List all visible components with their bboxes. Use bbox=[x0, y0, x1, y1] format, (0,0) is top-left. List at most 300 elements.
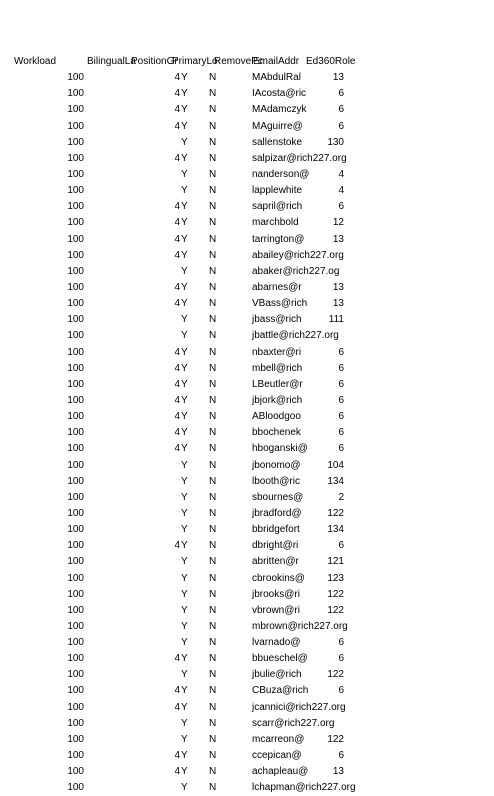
workload-cell[interactable]: 100 bbox=[67, 653, 84, 665]
remove-cell[interactable]: N bbox=[209, 136, 217, 148]
bilingual-cell[interactable] bbox=[88, 102, 130, 118]
ed360-role-cell[interactable] bbox=[304, 248, 344, 264]
primary-location-cell[interactable]: Y bbox=[181, 653, 188, 665]
bilingual-cell[interactable] bbox=[88, 683, 130, 699]
primary-location-cell[interactable]: Y bbox=[181, 733, 188, 745]
remove-cell[interactable]: N bbox=[209, 588, 217, 600]
email-cell[interactable]: abarnes@r bbox=[252, 281, 302, 293]
header-position-group[interactable]: PositionGr bbox=[131, 56, 178, 67]
workload-cell[interactable]: 100 bbox=[67, 394, 84, 406]
email-cell[interactable]: jbonomo@ bbox=[252, 459, 301, 471]
email-cell[interactable]: cbrookins@ bbox=[252, 572, 305, 584]
email-cell[interactable]: CBuza@rich bbox=[252, 685, 309, 697]
bilingual-cell[interactable] bbox=[88, 667, 130, 683]
bilingual-cell[interactable] bbox=[88, 296, 130, 312]
email-cell[interactable]: bbochenek bbox=[252, 427, 301, 439]
position-group-cell[interactable]: 4 bbox=[174, 378, 180, 390]
email-cell[interactable]: jbrooks@ri bbox=[252, 588, 300, 600]
bilingual-cell[interactable] bbox=[88, 312, 130, 328]
ed360-role-cell[interactable]: 6 bbox=[338, 201, 344, 213]
position-group-cell[interactable] bbox=[131, 458, 180, 474]
ed360-role-cell[interactable]: 122 bbox=[327, 604, 344, 616]
email-cell[interactable]: MAbdulRal bbox=[252, 72, 301, 84]
bilingual-cell[interactable] bbox=[88, 441, 130, 457]
primary-location-cell[interactable]: Y bbox=[181, 685, 188, 697]
remove-cell[interactable]: N bbox=[209, 717, 217, 729]
position-group-cell[interactable] bbox=[131, 716, 180, 732]
remove-cell[interactable]: N bbox=[209, 572, 217, 584]
bilingual-cell[interactable] bbox=[88, 232, 130, 248]
header-ed360-role[interactable]: Ed360Role bbox=[306, 56, 356, 67]
remove-cell[interactable]: N bbox=[209, 281, 217, 293]
remove-cell[interactable]: N bbox=[209, 201, 217, 213]
remove-cell[interactable]: N bbox=[209, 185, 217, 197]
header-primary-location[interactable]: PrimaryLo bbox=[172, 56, 218, 67]
workload-cell[interactable]: 100 bbox=[67, 637, 84, 649]
email-cell[interactable]: abailey@rich227.org bbox=[252, 249, 344, 261]
email-cell[interactable]: lvarnado@ bbox=[252, 637, 301, 649]
workload-cell[interactable]: 100 bbox=[67, 782, 84, 794]
ed360-role-cell[interactable]: 6 bbox=[338, 540, 344, 552]
position-group-cell[interactable]: 4 bbox=[174, 540, 180, 552]
ed360-role-cell[interactable]: 130 bbox=[327, 136, 344, 148]
bilingual-cell[interactable] bbox=[88, 716, 130, 732]
position-group-cell[interactable] bbox=[131, 571, 180, 587]
primary-location-cell[interactable]: Y bbox=[181, 362, 188, 374]
remove-cell[interactable]: N bbox=[209, 475, 217, 487]
bilingual-cell[interactable] bbox=[88, 571, 130, 587]
workload-cell[interactable]: 100 bbox=[67, 104, 84, 116]
email-cell[interactable]: abaker@rich227.og bbox=[252, 265, 340, 277]
bilingual-cell[interactable] bbox=[88, 199, 130, 215]
workload-cell[interactable]: 100 bbox=[67, 249, 84, 261]
primary-location-cell[interactable]: Y bbox=[181, 620, 188, 632]
remove-cell[interactable]: N bbox=[209, 394, 217, 406]
email-cell[interactable]: abritten@r bbox=[252, 556, 299, 568]
bilingual-cell[interactable] bbox=[88, 280, 130, 296]
primary-location-cell[interactable]: Y bbox=[181, 281, 188, 293]
primary-location-cell[interactable]: Y bbox=[181, 104, 188, 116]
position-group-cell[interactable]: 4 bbox=[174, 152, 180, 164]
email-cell[interactable]: jbjork@rich bbox=[252, 394, 303, 406]
ed360-role-cell[interactable]: 6 bbox=[338, 120, 344, 132]
primary-location-cell[interactable]: Y bbox=[181, 346, 188, 358]
bilingual-cell[interactable] bbox=[88, 506, 130, 522]
workload-cell[interactable]: 100 bbox=[67, 298, 84, 310]
ed360-role-cell[interactable]: 6 bbox=[338, 88, 344, 100]
ed360-role-cell[interactable] bbox=[304, 328, 344, 344]
primary-location-cell[interactable]: Y bbox=[181, 637, 188, 649]
position-group-cell[interactable]: 4 bbox=[174, 72, 180, 84]
workload-cell[interactable]: 100 bbox=[67, 733, 84, 745]
email-cell[interactable]: nanderson@ bbox=[252, 168, 310, 180]
email-cell[interactable]: bbueschel@ bbox=[252, 653, 308, 665]
remove-cell[interactable]: N bbox=[209, 540, 217, 552]
email-cell[interactable]: salpizar@rich227.org bbox=[252, 152, 347, 164]
position-group-cell[interactable]: 4 bbox=[174, 201, 180, 213]
workload-cell[interactable]: 100 bbox=[67, 217, 84, 229]
bilingual-cell[interactable] bbox=[88, 119, 130, 135]
bilingual-cell[interactable] bbox=[88, 780, 130, 796]
position-group-cell[interactable]: 4 bbox=[174, 362, 180, 374]
primary-location-cell[interactable]: Y bbox=[181, 72, 188, 84]
primary-location-cell[interactable]: Y bbox=[181, 411, 188, 423]
primary-location-cell[interactable]: Y bbox=[181, 459, 188, 471]
remove-cell[interactable]: N bbox=[209, 443, 217, 455]
remove-cell[interactable]: N bbox=[209, 298, 217, 310]
workload-cell[interactable]: 100 bbox=[67, 572, 84, 584]
email-cell[interactable]: MAguirre@ bbox=[252, 120, 303, 132]
remove-cell[interactable]: N bbox=[209, 152, 217, 164]
remove-cell[interactable]: N bbox=[209, 604, 217, 616]
email-cell[interactable]: mbell@rich bbox=[252, 362, 303, 374]
remove-cell[interactable]: N bbox=[209, 733, 217, 745]
remove-cell[interactable]: N bbox=[209, 491, 217, 503]
remove-cell[interactable]: N bbox=[209, 314, 217, 326]
remove-cell[interactable]: N bbox=[209, 104, 217, 116]
position-group-cell[interactable] bbox=[131, 603, 180, 619]
primary-location-cell[interactable]: Y bbox=[181, 717, 188, 729]
primary-location-cell[interactable]: Y bbox=[181, 217, 188, 229]
workload-cell[interactable]: 100 bbox=[67, 411, 84, 423]
primary-location-cell[interactable]: Y bbox=[181, 750, 188, 762]
remove-cell[interactable]: N bbox=[209, 362, 217, 374]
header-bilingual[interactable]: BilingualLa bbox=[87, 56, 136, 67]
ed360-role-cell[interactable]: 122 bbox=[327, 588, 344, 600]
email-cell[interactable]: lbooth@ric bbox=[252, 475, 300, 487]
primary-location-cell[interactable]: Y bbox=[181, 475, 188, 487]
remove-cell[interactable]: N bbox=[209, 265, 217, 277]
bilingual-cell[interactable] bbox=[88, 522, 130, 538]
bilingual-cell[interactable] bbox=[88, 345, 130, 361]
ed360-role-cell[interactable]: 4 bbox=[338, 185, 344, 197]
remove-cell[interactable]: N bbox=[209, 346, 217, 358]
workload-cell[interactable]: 100 bbox=[67, 330, 84, 342]
workload-cell[interactable]: 100 bbox=[67, 766, 84, 778]
position-group-cell[interactable] bbox=[131, 264, 180, 280]
remove-cell[interactable]: N bbox=[209, 233, 217, 245]
ed360-role-cell[interactable]: 6 bbox=[338, 362, 344, 374]
position-group-cell[interactable]: 4 bbox=[174, 394, 180, 406]
position-group-cell[interactable] bbox=[131, 780, 180, 796]
primary-location-cell[interactable]: Y bbox=[181, 507, 188, 519]
bilingual-cell[interactable] bbox=[88, 264, 130, 280]
workload-cell[interactable]: 100 bbox=[67, 701, 84, 713]
ed360-role-cell[interactable]: 6 bbox=[338, 378, 344, 390]
ed360-role-cell[interactable]: 134 bbox=[327, 524, 344, 536]
bilingual-cell[interactable] bbox=[88, 377, 130, 393]
workload-cell[interactable]: 100 bbox=[67, 136, 84, 148]
ed360-role-cell[interactable]: 6 bbox=[338, 685, 344, 697]
workload-cell[interactable]: 100 bbox=[67, 233, 84, 245]
header-workload[interactable]: Workload bbox=[14, 56, 57, 67]
ed360-role-cell[interactable]: 13 bbox=[332, 766, 344, 778]
email-cell[interactable]: dbright@ri bbox=[252, 540, 299, 552]
email-cell[interactable]: sbournes@ bbox=[252, 491, 304, 503]
primary-location-cell[interactable]: Y bbox=[181, 604, 188, 616]
workload-cell[interactable]: 100 bbox=[67, 427, 84, 439]
primary-location-cell[interactable]: Y bbox=[181, 168, 188, 180]
email-cell[interactable]: IAcosta@ric bbox=[252, 88, 307, 100]
primary-location-cell[interactable]: Y bbox=[181, 588, 188, 600]
primary-location-cell[interactable]: Y bbox=[181, 540, 188, 552]
ed360-role-cell[interactable]: 104 bbox=[327, 459, 344, 471]
workload-cell[interactable]: 100 bbox=[67, 120, 84, 132]
remove-cell[interactable]: N bbox=[209, 72, 217, 84]
ed360-role-cell[interactable]: 123 bbox=[327, 572, 344, 584]
header-email-address[interactable]: EmailAddr bbox=[253, 56, 300, 67]
ed360-role-cell[interactable]: 6 bbox=[338, 104, 344, 116]
workload-cell[interactable]: 100 bbox=[67, 265, 84, 277]
primary-location-cell[interactable]: Y bbox=[181, 88, 188, 100]
ed360-role-cell[interactable]: 13 bbox=[332, 281, 344, 293]
primary-location-cell[interactable]: Y bbox=[181, 265, 188, 277]
remove-cell[interactable]: N bbox=[209, 330, 217, 342]
position-group-cell[interactable]: 4 bbox=[174, 750, 180, 762]
remove-cell[interactable]: N bbox=[209, 88, 217, 100]
bilingual-cell[interactable] bbox=[88, 538, 130, 554]
ed360-role-cell[interactable]: 6 bbox=[338, 637, 344, 649]
remove-cell[interactable]: N bbox=[209, 378, 217, 390]
workload-cell[interactable]: 100 bbox=[67, 685, 84, 697]
workload-cell[interactable]: 100 bbox=[67, 524, 84, 536]
primary-location-cell[interactable]: Y bbox=[181, 201, 188, 213]
email-cell[interactable]: hboganski@ bbox=[252, 443, 308, 455]
remove-cell[interactable]: N bbox=[209, 637, 217, 649]
email-cell[interactable]: lchapman@rich227.org bbox=[252, 782, 356, 794]
email-cell[interactable]: bbridgefort bbox=[252, 524, 300, 536]
bilingual-cell[interactable] bbox=[88, 490, 130, 506]
bilingual-cell[interactable] bbox=[88, 151, 130, 167]
bilingual-cell[interactable] bbox=[88, 167, 130, 183]
workload-cell[interactable]: 100 bbox=[67, 620, 84, 632]
position-group-cell[interactable]: 4 bbox=[174, 685, 180, 697]
remove-cell[interactable]: N bbox=[209, 427, 217, 439]
email-cell[interactable]: VBass@rich bbox=[252, 298, 308, 310]
bilingual-cell[interactable] bbox=[88, 474, 130, 490]
position-group-cell[interactable]: 4 bbox=[174, 298, 180, 310]
ed360-role-cell[interactable]: 6 bbox=[338, 750, 344, 762]
bilingual-cell[interactable] bbox=[88, 700, 130, 716]
position-group-cell[interactable] bbox=[131, 328, 180, 344]
bilingual-cell[interactable] bbox=[88, 619, 130, 635]
position-group-cell[interactable] bbox=[131, 506, 180, 522]
remove-cell[interactable]: N bbox=[209, 620, 217, 632]
primary-location-cell[interactable]: Y bbox=[181, 394, 188, 406]
workload-cell[interactable]: 100 bbox=[67, 588, 84, 600]
primary-location-cell[interactable]: Y bbox=[181, 330, 188, 342]
bilingual-cell[interactable] bbox=[88, 635, 130, 651]
bilingual-cell[interactable] bbox=[88, 248, 130, 264]
email-cell[interactable]: mcarreon@ bbox=[252, 733, 305, 745]
bilingual-cell[interactable] bbox=[88, 764, 130, 780]
bilingual-cell[interactable] bbox=[88, 603, 130, 619]
ed360-role-cell[interactable]: 13 bbox=[332, 298, 344, 310]
position-group-cell[interactable] bbox=[131, 474, 180, 490]
bilingual-cell[interactable] bbox=[88, 393, 130, 409]
workload-cell[interactable]: 100 bbox=[67, 281, 84, 293]
position-group-cell[interactable]: 4 bbox=[174, 217, 180, 229]
workload-cell[interactable]: 100 bbox=[67, 669, 84, 681]
ed360-role-cell[interactable] bbox=[304, 151, 344, 167]
workload-cell[interactable]: 100 bbox=[67, 443, 84, 455]
workload-cell[interactable]: 100 bbox=[67, 72, 84, 84]
workload-cell[interactable]: 100 bbox=[67, 314, 84, 326]
remove-cell[interactable]: N bbox=[209, 120, 217, 132]
workload-cell[interactable]: 100 bbox=[67, 185, 84, 197]
email-cell[interactable]: nbaxter@ri bbox=[252, 346, 302, 358]
email-cell[interactable]: lapplewhite bbox=[252, 185, 303, 197]
ed360-role-cell[interactable]: 134 bbox=[327, 475, 344, 487]
ed360-role-cell[interactable]: 4 bbox=[338, 168, 344, 180]
workload-cell[interactable]: 100 bbox=[67, 540, 84, 552]
bilingual-cell[interactable] bbox=[88, 554, 130, 570]
workload-cell[interactable]: 100 bbox=[67, 491, 84, 503]
ed360-role-cell[interactable]: 122 bbox=[327, 733, 344, 745]
ed360-role-cell[interactable] bbox=[304, 264, 344, 280]
bilingual-cell[interactable] bbox=[88, 732, 130, 748]
primary-location-cell[interactable]: Y bbox=[181, 249, 188, 261]
position-group-cell[interactable]: 4 bbox=[174, 104, 180, 116]
workload-cell[interactable]: 100 bbox=[67, 201, 84, 213]
ed360-role-cell[interactable]: 6 bbox=[338, 394, 344, 406]
email-cell[interactable]: vbrown@ri bbox=[252, 604, 300, 616]
primary-location-cell[interactable]: Y bbox=[181, 443, 188, 455]
workload-cell[interactable]: 100 bbox=[67, 717, 84, 729]
ed360-role-cell[interactable]: 13 bbox=[332, 233, 344, 245]
remove-cell[interactable]: N bbox=[209, 766, 217, 778]
remove-cell[interactable]: N bbox=[209, 653, 217, 665]
email-cell[interactable]: ABloodgoo bbox=[252, 411, 301, 423]
position-group-cell[interactable]: 4 bbox=[174, 346, 180, 358]
primary-location-cell[interactable]: Y bbox=[181, 378, 188, 390]
email-cell[interactable]: jcannici@rich227.org bbox=[252, 701, 346, 713]
primary-location-cell[interactable]: Y bbox=[181, 524, 188, 536]
remove-cell[interactable]: N bbox=[209, 556, 217, 568]
bilingual-cell[interactable] bbox=[88, 70, 130, 86]
ed360-role-cell[interactable]: 121 bbox=[327, 556, 344, 568]
email-cell[interactable]: ccepican@ bbox=[252, 750, 302, 762]
remove-cell[interactable]: N bbox=[209, 782, 217, 794]
primary-location-cell[interactable]: Y bbox=[181, 298, 188, 310]
position-group-cell[interactable] bbox=[131, 490, 180, 506]
workload-cell[interactable]: 100 bbox=[67, 168, 84, 180]
email-cell[interactable]: marchbold bbox=[252, 217, 299, 229]
position-group-cell[interactable] bbox=[131, 635, 180, 651]
workload-cell[interactable]: 100 bbox=[67, 750, 84, 762]
ed360-role-cell[interactable]: 122 bbox=[327, 669, 344, 681]
position-group-cell[interactable]: 4 bbox=[174, 88, 180, 100]
ed360-role-cell[interactable] bbox=[304, 780, 344, 796]
primary-location-cell[interactable]: Y bbox=[181, 669, 188, 681]
ed360-role-cell[interactable] bbox=[304, 716, 344, 732]
email-cell[interactable]: jbass@rich bbox=[252, 314, 302, 326]
primary-location-cell[interactable]: Y bbox=[181, 233, 188, 245]
position-group-cell[interactable] bbox=[131, 135, 180, 151]
primary-location-cell[interactable]: Y bbox=[181, 782, 188, 794]
ed360-role-cell[interactable]: 6 bbox=[338, 653, 344, 665]
ed360-role-cell[interactable]: 111 bbox=[328, 314, 344, 326]
primary-location-cell[interactable]: Y bbox=[181, 427, 188, 439]
ed360-role-cell[interactable]: 122 bbox=[327, 507, 344, 519]
position-group-cell[interactable] bbox=[131, 554, 180, 570]
email-cell[interactable]: tarrington@ bbox=[252, 233, 305, 245]
position-group-cell[interactable] bbox=[131, 167, 180, 183]
ed360-role-cell[interactable]: 6 bbox=[338, 427, 344, 439]
position-group-cell[interactable]: 4 bbox=[174, 233, 180, 245]
ed360-role-cell[interactable] bbox=[304, 700, 344, 716]
workload-cell[interactable]: 100 bbox=[67, 152, 84, 164]
bilingual-cell[interactable] bbox=[88, 361, 130, 377]
remove-cell[interactable]: N bbox=[209, 217, 217, 229]
email-cell[interactable]: LBeutler@r bbox=[252, 378, 303, 390]
workload-cell[interactable]: 100 bbox=[67, 475, 84, 487]
bilingual-cell[interactable] bbox=[88, 328, 130, 344]
bilingual-cell[interactable] bbox=[88, 215, 130, 231]
bilingual-cell[interactable] bbox=[88, 86, 130, 102]
workload-cell[interactable]: 100 bbox=[67, 556, 84, 568]
position-group-cell[interactable]: 4 bbox=[174, 249, 180, 261]
bilingual-cell[interactable] bbox=[88, 458, 130, 474]
ed360-role-cell[interactable]: 6 bbox=[338, 411, 344, 423]
remove-cell[interactable]: N bbox=[209, 750, 217, 762]
position-group-cell[interactable]: 4 bbox=[174, 427, 180, 439]
email-cell[interactable]: MAdamczyk bbox=[252, 104, 307, 116]
email-cell[interactable]: jbradford@ bbox=[252, 507, 302, 519]
bilingual-cell[interactable] bbox=[88, 425, 130, 441]
position-group-cell[interactable]: 4 bbox=[174, 120, 180, 132]
email-cell[interactable]: achapleau@ bbox=[252, 766, 309, 778]
ed360-role-cell[interactable]: 12 bbox=[332, 217, 344, 229]
email-cell[interactable]: jbattle@rich227.org bbox=[252, 330, 339, 342]
remove-cell[interactable]: N bbox=[209, 249, 217, 261]
remove-cell[interactable]: N bbox=[209, 507, 217, 519]
workload-cell[interactable]: 100 bbox=[67, 362, 84, 374]
email-cell[interactable]: scarr@rich227.org bbox=[252, 717, 335, 729]
primary-location-cell[interactable]: Y bbox=[181, 491, 188, 503]
position-group-cell[interactable]: 4 bbox=[174, 766, 180, 778]
position-group-cell[interactable]: 4 bbox=[174, 443, 180, 455]
bilingual-cell[interactable] bbox=[88, 748, 130, 764]
ed360-role-cell[interactable]: 6 bbox=[338, 443, 344, 455]
primary-location-cell[interactable]: Y bbox=[181, 314, 188, 326]
workload-cell[interactable]: 100 bbox=[67, 459, 84, 471]
workload-cell[interactable]: 100 bbox=[67, 507, 84, 519]
primary-location-cell[interactable]: Y bbox=[181, 766, 188, 778]
remove-cell[interactable]: N bbox=[209, 168, 217, 180]
ed360-role-cell[interactable] bbox=[304, 619, 344, 635]
remove-cell[interactable]: N bbox=[209, 685, 217, 697]
email-cell[interactable]: mbrown@rich227.org bbox=[252, 620, 348, 632]
primary-location-cell[interactable]: Y bbox=[181, 556, 188, 568]
email-cell[interactable]: sapril@rich bbox=[252, 201, 303, 213]
header-remove[interactable]: RemovePc bbox=[214, 56, 263, 67]
remove-cell[interactable]: N bbox=[209, 411, 217, 423]
position-group-cell[interactable] bbox=[131, 312, 180, 328]
ed360-role-cell[interactable]: 2 bbox=[338, 491, 344, 503]
remove-cell[interactable]: N bbox=[209, 524, 217, 536]
position-group-cell[interactable]: 4 bbox=[174, 281, 180, 293]
primary-location-cell[interactable]: Y bbox=[181, 572, 188, 584]
bilingual-cell[interactable] bbox=[88, 135, 130, 151]
position-group-cell[interactable] bbox=[131, 667, 180, 683]
workload-cell[interactable]: 100 bbox=[67, 346, 84, 358]
remove-cell[interactable]: N bbox=[209, 701, 217, 713]
remove-cell[interactable]: N bbox=[209, 669, 217, 681]
position-group-cell[interactable] bbox=[131, 183, 180, 199]
bilingual-cell[interactable] bbox=[88, 409, 130, 425]
bilingual-cell[interactable] bbox=[88, 651, 130, 667]
